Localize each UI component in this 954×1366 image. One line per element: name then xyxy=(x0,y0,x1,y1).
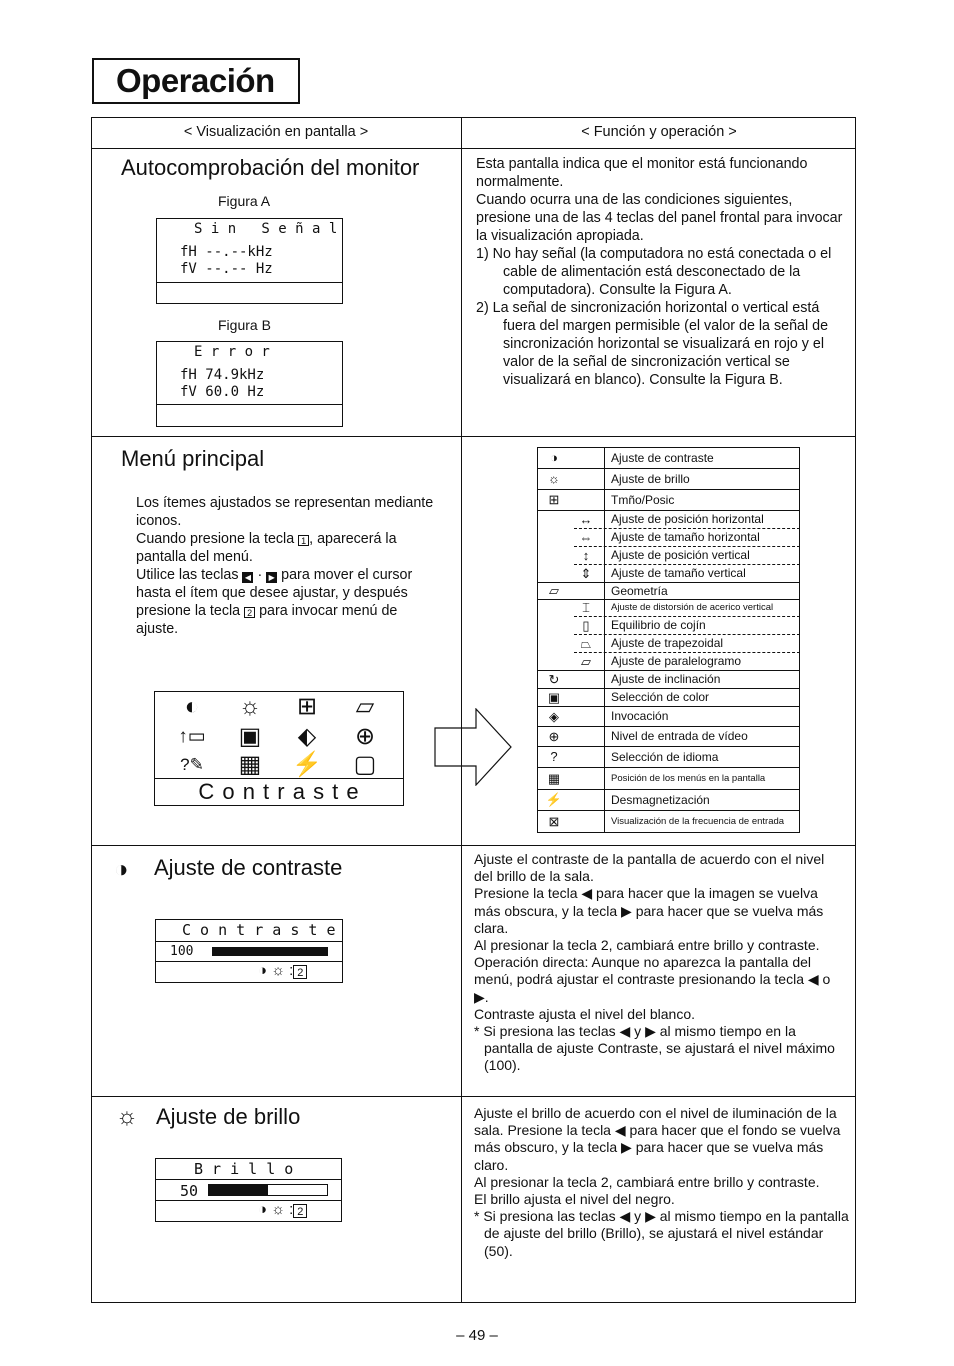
figure-b-osd xyxy=(156,341,343,427)
menu-table-row-icon: ▱ xyxy=(581,654,591,669)
page-number: – 49 – xyxy=(456,1327,498,1344)
menu-table-divider xyxy=(538,706,800,707)
menu-table-row-icon: ⏢ xyxy=(580,636,592,651)
main-menu-title: Menú principal xyxy=(121,446,265,471)
brightness-osd-footer: ◑ ☼ : 2 xyxy=(258,1201,307,1218)
menu-table-row-icon: ◑ xyxy=(550,450,558,465)
key-2-icon: 2 xyxy=(293,965,307,979)
figure-b-label: Figura B xyxy=(218,317,271,333)
menu-table-row-icon: ↔ xyxy=(579,512,593,527)
key-left-icon: ◀ xyxy=(242,572,253,583)
brightness-section-icon: ☼ xyxy=(116,1103,138,1130)
figure-a-osd xyxy=(156,218,343,304)
menu-table-row-icon: ⊠ xyxy=(548,814,560,829)
header-divider xyxy=(91,148,856,149)
contrast-value: 100 xyxy=(170,944,194,959)
menu-table-row-icon: ◈ xyxy=(549,709,559,724)
contrast-title: Ajuste de contraste xyxy=(154,855,343,880)
menu-table-row-icon: ▯ xyxy=(582,618,590,633)
menu-table-row-label: Ajuste de contraste xyxy=(611,451,714,465)
contrast-text: Ajuste el contraste de la pantalla de acuerdo con el nivel del brillo de la sala. Presione la tecla ◀ para hacer que la imagen se vuelva más obscura, y la tecla ▶ para hacer que se vuelva más clara. Al presionar la tecla 2, cambiará entre brillo y contraste. Operación directa: Aunque no aparezca la pantalla del menú, podrá ajustar el contraste presionando la tecla ◀ o ▶. Contraste ajusta el nivel del blanco. * Si presiona las teclas ◀ y ▶ al mismo tiempo en la pantalla de ajuste Contraste, se ajustará el nivel máximo (100). xyxy=(474,851,835,1074)
header-right: < Función y operación > xyxy=(581,124,737,140)
color-select-icon: ▣ xyxy=(238,723,262,750)
menu-table-row-icon: ⊞ xyxy=(548,492,560,507)
tilt-icon: ↑▭ xyxy=(178,726,206,747)
figure-a-line-2: fH --.--kHz xyxy=(180,244,273,260)
key-1-icon: 1 xyxy=(298,535,309,546)
menu-table-row-label: Desmagnetización xyxy=(611,793,710,807)
figure-a-line-1: S i n S e ñ a l xyxy=(194,221,338,237)
menu-table-row-label: Ajuste de tamaño horizontal xyxy=(611,530,760,544)
menu-table-row-icon: ⇕ xyxy=(580,566,592,581)
figure-b-line-3: fV 60.0 Hz xyxy=(180,384,265,400)
main-menu-text: Los ítemes ajustados se representan mediante iconos. Cuando presione la tecla 1 , aparecerá la pantalla del menú. Utilice las teclas ◀ · ▶ para mover el cursor hasta el ítem que desee ajustar, y después presione la tecla 2 para invocar menú de ajuste. xyxy=(136,495,434,637)
key-2-icon: 2 xyxy=(293,1204,307,1218)
geometry-icon: ▱ xyxy=(355,693,375,720)
osd-selected-label: C o n t r a s t e xyxy=(198,779,360,804)
figure-b-line-2: fH 74.9kHz xyxy=(180,367,265,383)
size-position-icon: ⊞ xyxy=(296,693,318,720)
contrast-osd-footer: ◑ ☼ : 2 xyxy=(258,962,307,979)
key-right-icon: ▶ xyxy=(266,572,277,583)
frequency-icon: ▢ xyxy=(353,751,377,778)
menu-table-row-label: Selección de idioma xyxy=(611,750,719,764)
osd-position-icon: ▦ xyxy=(238,751,262,778)
header-left: < Visualización en pantalla > xyxy=(183,124,369,140)
language-icon: ?✎ xyxy=(180,755,204,774)
menu-table-row-icon: ⚡ xyxy=(545,792,563,807)
menu-table-row-icon: ⇔ xyxy=(579,530,593,545)
menu-table-row-label: Geometría xyxy=(611,584,668,598)
menu-table-row-icon: ▱ xyxy=(549,583,559,598)
brightness-osd xyxy=(155,1158,342,1222)
section-divider-3 xyxy=(91,1096,856,1097)
menu-table-row-label: Ajuste de tamaño vertical xyxy=(611,566,746,580)
menu-table-row-label: Ajuste de posición horizontal xyxy=(611,512,764,526)
menu-table-row-label: Ajuste de paralelogramo xyxy=(611,654,742,668)
menu-table-row-label: Equilibrio de cojín xyxy=(611,618,706,632)
menu-table-row-label: Ajuste de brillo xyxy=(611,472,690,486)
section-divider-1 xyxy=(91,436,856,437)
menu-table-row-icon: ▦ xyxy=(547,771,561,786)
contrast-slider[interactable] xyxy=(212,947,328,956)
contrast-osd xyxy=(155,919,343,983)
brightness-slider-fill xyxy=(209,1185,268,1195)
menu-table-row-label: Ajuste de posición vertical xyxy=(611,548,750,562)
osd-main-menu xyxy=(154,691,404,806)
brightness-osd-label: B r i l l o xyxy=(194,1160,294,1178)
contrast-osd-label: C o n t r a s t e xyxy=(182,921,336,939)
contrast-slider-fill xyxy=(213,948,327,955)
section-divider-2 xyxy=(91,845,856,846)
page-title-box xyxy=(92,58,300,104)
menu-table-row-label: Selección de color xyxy=(611,690,710,704)
contrast-icon: ◐ xyxy=(184,693,200,720)
self-test-title: Autocomprobación del monitor xyxy=(121,155,420,180)
brightness-icon: ☼ xyxy=(239,693,261,720)
menu-table-row-icon: ⌶ xyxy=(582,600,590,615)
menu-table-row-icon: ↻ xyxy=(548,672,560,687)
page-title: Operación xyxy=(116,62,275,99)
menu-table-row-label: Visualización de la frecuencia de entrada xyxy=(611,816,785,827)
menu-table-row-label: Ajuste de trapezoidal xyxy=(611,636,724,650)
key-2-icon: 2 xyxy=(244,607,255,618)
menu-table-row-icon: ▣ xyxy=(547,690,561,705)
menu-table-row-label: Tmño/Posic xyxy=(611,493,675,507)
menu-table-row-icon: ⊕ xyxy=(548,729,560,744)
menu-table-row-label: Nivel de entrada de vídeo xyxy=(611,729,748,743)
menu-table-row-icon: ? xyxy=(550,749,558,764)
contrast-section-icon: ◑ xyxy=(114,856,129,883)
brightness-value: 50 xyxy=(180,1182,199,1200)
menu-table-row-label: Ajuste de inclinación xyxy=(611,672,721,686)
menu-table-row-label: Invocación xyxy=(611,709,669,723)
menu-table-row-icon: ☼ xyxy=(548,471,560,486)
degauss-icon: ⚡ xyxy=(292,751,322,778)
video-level-icon: ⊕ xyxy=(354,723,376,750)
recall-icon: ⬖ xyxy=(297,723,317,750)
menu-table-divider xyxy=(538,582,800,583)
self-test-text: Esta pantalla indica que el monitor está funcionando normalmente. Cuando ocurra una de las condiciones siguientes, presione una de las 4 teclas del panel frontal para invocar la visualización apropiada. 1) No hay señal (la computadora no está conectada o el cable de alimentación está desconectado de la computadora). Consulte la Figura A. 2) La señal de sincronización horizontal o vertical está fuera del margen permisible (el valor de la señal de sincronización horizontal se visualizará en rojo y el valor de la señal de sincronización vertical se visualizará en blanco). Consulte la Figura B. xyxy=(476,156,843,388)
brightness-title: Ajuste de brillo xyxy=(156,1104,301,1129)
menu-table-row-label: Ajuste de distorsión de acerico vertical xyxy=(611,602,774,613)
arrow-right-icon xyxy=(434,708,514,786)
figure-a-line-3: fV --.-- Hz xyxy=(180,261,273,277)
menu-table-row-label: Posición de los menús en la pantalla xyxy=(611,773,766,784)
brightness-slider[interactable] xyxy=(208,1184,328,1196)
menu-table-row-icon: ↕ xyxy=(582,548,590,563)
brightness-text: Ajuste el brillo de acuerdo con el nivel de iluminación de la sala. Presione la tecla ◀ para hacer que el fondo se vuelva más obscuro, y la tecla ▶ para hacer que se vuelva más claro. Al presionar la tecla 2, cambiará entre brillo y contraste. El brillo ajusta el nivel del negro. * Si presiona las teclas ◀ y ▶ al mismo tiempo en la pantalla de ajuste del brillo (Brillo), se ajustará el nivel estándar (50). xyxy=(474,1105,849,1259)
figure-a-label: Figura A xyxy=(218,193,271,209)
figure-b-line-1: E r r o r xyxy=(194,344,270,360)
